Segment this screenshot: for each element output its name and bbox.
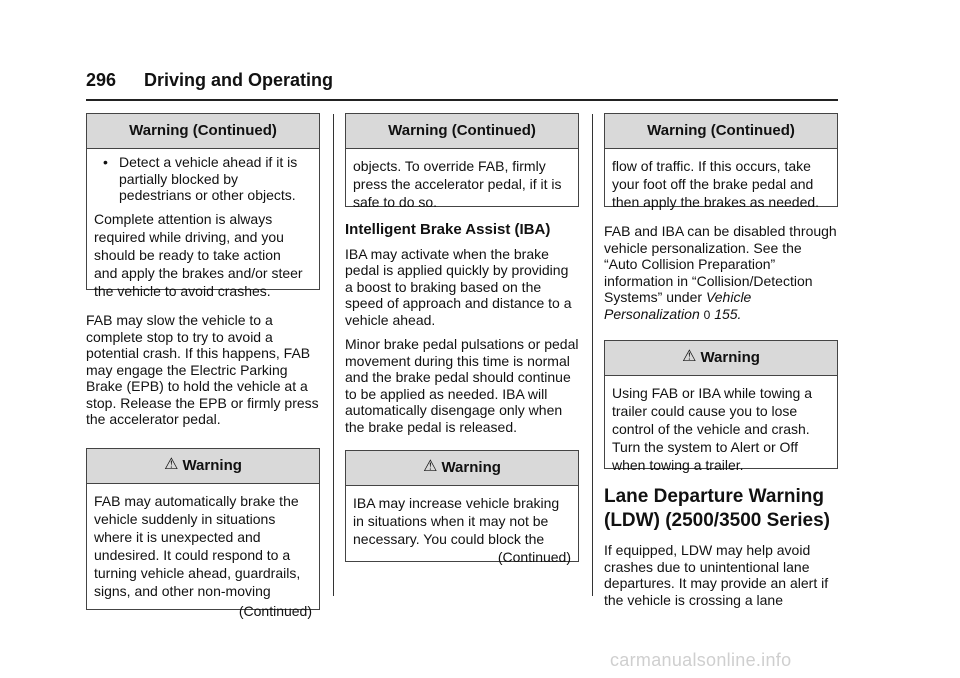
bullet-item	[94, 154, 312, 204]
warning-line: your foot off the brake pedal and	[612, 176, 814, 192]
warning-box	[604, 340, 838, 473]
body-paragraph: IBA may activate when the brake pedal is applied quickly by providing a boost to braking based on the speed of approach and distance to a vehicle ahead.	[345, 245, 572, 328]
warning-triangle-icon: ⚠	[164, 455, 179, 473]
warning-line: should be ready to take action	[94, 246, 281, 263]
body-paragraph: Minor brake pedal pulsations or pedal movement during this time is normal and the brake pedal should continue to be applied as needed. IBA will automatically disengage only when the brake pedal is released.	[345, 336, 579, 435]
column-1	[86, 113, 320, 619]
warning-title: Warning (Continued)	[87, 114, 319, 149]
warning-title-row	[87, 449, 319, 484]
body-paragraph: FAB may slow the vehicle to a complete stop to try to avoid a potential crash. If this happens, FAB may engage the Electric Parking Brake (EPB) to hold the vehicle at a stop. Release the EPB or firmly press the accelerator pedal.	[86, 312, 319, 427]
bullet-text: Detect a vehicle ahead if it is partially blocked by pedestrians or other objects.	[119, 154, 298, 203]
warning-line: FAB may automatically brake the	[94, 492, 299, 509]
warning-line: necessary. You could block the	[353, 531, 545, 547]
warning-title: Warning	[441, 459, 501, 476]
warning-title: Warning (Continued)	[605, 114, 837, 149]
warning-box	[345, 450, 579, 565]
cross-reference-link[interactable]: Vehicle Personalization	[604, 289, 752, 322]
heading-line: (LDW) (2500/3500 Series)	[604, 510, 830, 531]
warning-title-row	[346, 451, 578, 486]
warning-line: undesired. It could respond to a	[94, 546, 291, 563]
watermark: carmanualsonline.info	[610, 650, 792, 670]
warning-line: IBA may increase vehicle braking	[353, 495, 560, 511]
header-rule	[86, 99, 838, 101]
warning-line: control of the vehicle and crash.	[612, 421, 810, 437]
continued-label: (Continued)	[497, 549, 571, 565]
heading-line: Lane Departure Warning	[604, 486, 824, 507]
warning-line: and apply the brakes and/or steer	[94, 264, 303, 281]
warning-line: when towing a trailer.	[612, 457, 744, 473]
warning-title: Warning	[182, 456, 242, 474]
warning-triangle-icon: ⚠	[682, 348, 697, 365]
page-header	[86, 70, 333, 91]
page-reference[interactable]: 155.	[714, 305, 742, 322]
warning-line: objects. To override FAB, firmly	[353, 158, 546, 174]
paragraph-text: FAB and IBA can be disabled through vehicle personalization. See the “Auto Collision Preparation” information in “Collision/Detection Systems” under	[604, 223, 837, 305]
column-divider-1	[333, 114, 334, 596]
warning-line: Complete attention is always	[94, 210, 273, 227]
warning-triangle-icon: ⚠	[423, 458, 438, 475]
warning-box-continued	[345, 113, 579, 210]
warning-line: in situations when it may not be	[353, 513, 549, 529]
warning-box-continued	[86, 113, 320, 299]
warning-line: required while driving, and you	[94, 228, 284, 245]
section-title: Driving and Operating	[144, 70, 334, 90]
warning-line: vehicle suddenly in situations	[94, 510, 276, 527]
column-divider-2	[592, 114, 593, 596]
section-heading	[604, 485, 838, 533]
page-number: 296	[86, 70, 117, 90]
warning-title: Warning (Continued)	[346, 114, 578, 149]
column-2	[345, 113, 579, 565]
warning-line: turning vehicle ahead, guardrails,	[94, 564, 301, 581]
warning-title: Warning	[700, 349, 760, 366]
warning-box	[86, 448, 320, 619]
warning-line: safe to do so.	[353, 194, 438, 210]
warning-line: flow of traffic. If this occurs, take	[612, 158, 811, 174]
warning-line: then apply the brakes as needed.	[612, 194, 820, 210]
warning-line: press the accelerator pedal, if it is	[353, 176, 562, 192]
warning-line: Turn the system to Alert or Off	[612, 439, 798, 455]
body-paragraph: If equipped, LDW may help avoid crashes due to unintentional lane departures. It may provide an alert if the vehicle is crossing a lane	[604, 542, 829, 608]
warning-line: Using FAB or IBA while towing a	[612, 385, 812, 401]
body-paragraph	[604, 223, 838, 323]
section-heading: Intelligent Brake Assist (IBA)	[345, 221, 551, 238]
page-ref-mark: 0	[703, 307, 711, 322]
column-3	[604, 113, 838, 608]
bullet-mark: •	[103, 154, 108, 170]
warning-line: signs, and other non-moving	[94, 582, 271, 599]
warning-box-continued	[604, 113, 838, 210]
warning-line: where it is unexpected and	[94, 528, 261, 545]
warning-line: trailer could cause you to lose	[612, 403, 798, 419]
warning-line: the vehicle to avoid crashes.	[94, 282, 271, 299]
continued-label: (Continued)	[238, 602, 312, 619]
warning-title-row	[605, 341, 837, 376]
